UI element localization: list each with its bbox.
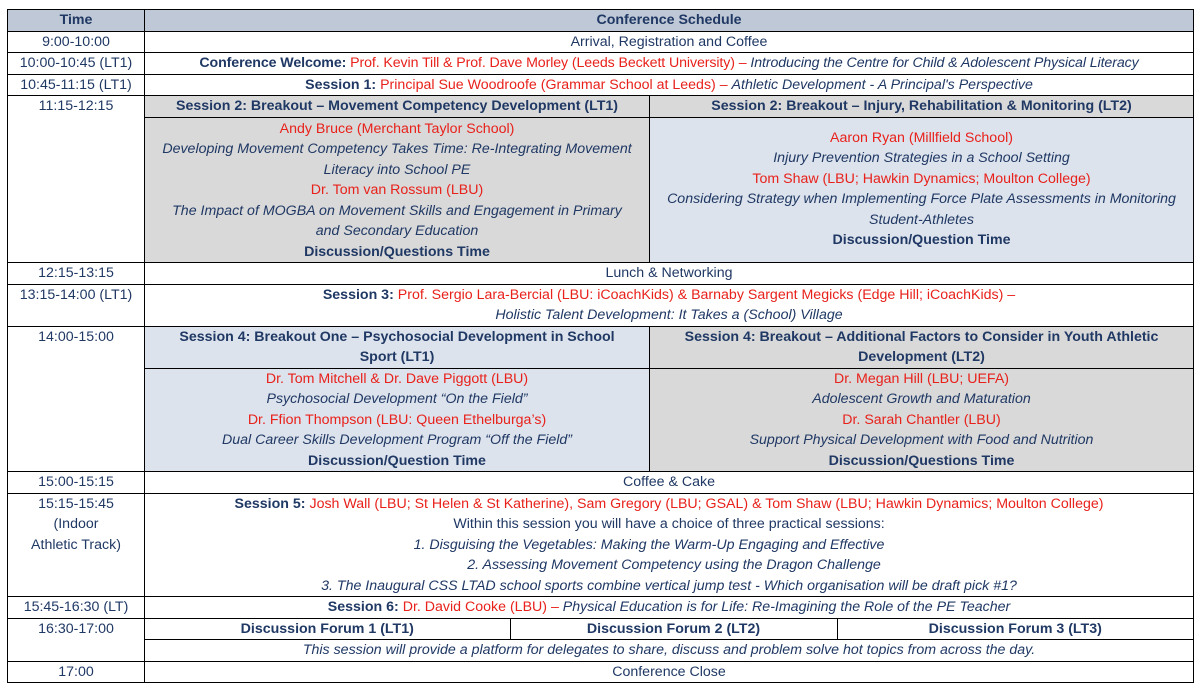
discussion-label: Discussion/Questions Time	[828, 452, 1015, 469]
speaker: Dr. Tom van Rossum (LBU)	[310, 182, 484, 198]
forum-2: Discussion Forum 2 (LT2)	[510, 619, 837, 640]
speaker: Andy Bruce (Merchant Taylor School)	[279, 120, 515, 137]
session4-heading-row	[8, 326, 1194, 368]
coffee-text: Coffee & Cake	[145, 472, 1194, 494]
time-cell: 10:00-10:45 (LT1)	[8, 53, 145, 75]
talk-title: Adolescent Growth and Maturation	[812, 391, 1031, 407]
arrival-text: Arrival, Registration and Coffee	[145, 31, 1194, 53]
breakout-heading: Session 4: Breakout – Additional Factors to Consider in Youth Athletic Development (LT2)	[650, 326, 1194, 368]
session6-cell	[145, 597, 1194, 619]
talk-title: Injury Prevention Strategies in a School Setting	[773, 150, 1070, 166]
speakers: Dr. David Cooke (LBU)	[402, 599, 548, 615]
time-cell: 10:45-11:15 (LT1)	[8, 74, 145, 96]
dash: –	[547, 599, 563, 615]
breakout-heading: Session 4: Breakout One – Psychosocial Development in School Sport (LT1)	[145, 326, 650, 368]
session5-row	[8, 493, 1194, 597]
session-label: Conference Welcome:	[199, 55, 347, 71]
session1-cell	[145, 74, 1194, 96]
list-item: 3. The Inaugural CSS LTAD school sports combine vertical jump test - Which organisation will be draft pick #1?	[321, 577, 1017, 594]
close-row	[8, 661, 1194, 683]
speakers: Prof. Kevin Till & Prof. Dave Morley (Leeds Beckett University)	[350, 55, 735, 71]
session-label: Session 6:	[327, 599, 399, 615]
location: (Indoor Athletic Track)	[31, 516, 121, 553]
welcome-row	[8, 53, 1194, 75]
forum-3: Discussion Forum 3 (LT3)	[928, 620, 1102, 637]
time-cell	[8, 493, 145, 597]
breakout-heading: Session 2: Breakout – Movement Competency Development (LT1)	[145, 96, 650, 118]
time-column-header: Time	[8, 10, 145, 32]
talk-title: The Impact of MOGBA on Movement Skills and Engagement in Primary and Secondary Education	[172, 202, 622, 239]
time-cell: 13:15-14:00 (LT1)	[8, 284, 145, 326]
session2-content-row	[8, 117, 1194, 263]
session-label: Session 3:	[322, 286, 394, 303]
lunch-text: Lunch & Networking	[145, 263, 1194, 285]
list-item: 2. Assessing Movement Competency using the Dragon Challenge	[467, 557, 881, 573]
speaker: Dr. Ffion Thompson (LBU: Queen Ethelburga’s)	[247, 411, 547, 428]
speaker: Tom Shaw (LBU; Hawkin Dynamics; Moulton College)	[752, 170, 1091, 187]
talk-title: Physical Education is for Life: Re-Imagining the Role of the PE Teacher	[562, 599, 1011, 615]
talk-title: Athletic Development - A Principal's Perspective	[731, 76, 1033, 93]
lunch-row	[8, 263, 1194, 285]
session3-row	[8, 284, 1194, 326]
breakout-heading: Session 2: Breakout – Injury, Rehabilitation & Monitoring (LT2)	[650, 96, 1194, 118]
speaker: Dr. Megan Hill (LBU; UEFA)	[833, 370, 1010, 387]
time-cell: 15:00-15:15	[8, 472, 145, 494]
schedule-title: Conference Schedule	[145, 10, 1194, 32]
session5-cell	[145, 493, 1194, 597]
talk-title: Dual Career Skills Development Program “Off the Field”	[221, 432, 573, 448]
schedule-table	[7, 9, 1194, 683]
time-cell: 14:00-15:00	[8, 326, 145, 472]
welcome-cell	[145, 53, 1194, 75]
discussion-label: Discussion/Question Time	[308, 452, 486, 469]
breakout-right	[650, 117, 1194, 263]
speakers: Josh Wall (LBU; St Helen & St Katherine), Sam Gregory (LBU; GSAL) & Tom Shaw (LBU; Hawkin Dynamics; Moulton College)	[309, 495, 1104, 512]
forum-row	[8, 618, 1194, 640]
time-cell: 9:00-10:00	[8, 31, 145, 53]
forum-cell	[145, 618, 1194, 640]
dash: –	[715, 76, 732, 93]
forum-description-row	[8, 640, 1194, 662]
talk-title: Considering Strategy when Implementing Force Plate Assessments in Monitoring Student-Athletes	[667, 191, 1176, 228]
talk-title: Psychosocial Development “On the Field”	[266, 391, 528, 407]
speaker: Dr. Sarah Chantler (LBU)	[842, 411, 1001, 428]
arrival-row	[8, 31, 1194, 53]
talk-title: Introducing the Centre for Child & Adolescent Physical Literacy	[750, 55, 1139, 71]
session6-row	[8, 597, 1194, 619]
talk-title: Developing Movement Competency Takes Time: Re-Integrating Movement Literacy into School PE	[162, 141, 632, 178]
forum-1: Discussion Forum 1 (LT1)	[145, 619, 510, 640]
forum-table	[145, 619, 1193, 640]
speaker: Dr. Tom Mitchell & Dr. Dave Piggott (LBU)	[265, 370, 529, 387]
time-range: 15:15-15:45	[38, 495, 114, 512]
speakers: Principal Sue Woodroofe (Grammar School at Leeds)	[380, 76, 716, 93]
header-row	[8, 10, 1194, 32]
session1-row	[8, 74, 1194, 96]
talk-title: Holistic Talent Development: It Takes a (School) Village	[495, 307, 843, 323]
breakout-left	[145, 117, 650, 263]
time-cell: 16:30-17:00	[8, 618, 145, 661]
session-intro: Within this session you will have a choice of three practical sessions:	[453, 516, 885, 532]
session-label: Session 1:	[305, 76, 377, 93]
talk-title: Support Physical Development with Food and Nutrition	[749, 432, 1094, 448]
speaker: Aaron Ryan (Millfield School)	[830, 129, 1013, 146]
time-cell: 11:15-12:15	[8, 96, 145, 263]
session4-content-row	[8, 368, 1194, 472]
speakers: Prof. Sergio Lara-Bercial (LBU: iCoachKids) & Barnaby Sargent Megicks (Edge Hill; iCoachKids) –	[397, 286, 1016, 303]
schedule-page	[7, 9, 1193, 683]
close-text: Conference Close	[145, 661, 1194, 683]
session3-cell	[145, 284, 1194, 326]
time-cell: 12:15-13:15	[8, 263, 145, 285]
discussion-label: Discussion/Questions Time	[304, 243, 490, 260]
breakout-right	[650, 368, 1194, 472]
discussion-label: Discussion/Question Time	[832, 232, 1011, 248]
dash: –	[734, 55, 751, 71]
time-cell: 15:45-16:30 (LT)	[8, 597, 145, 619]
session2-heading-row	[8, 96, 1194, 118]
forum-description: This session will provide a platform for delegates to share, discuss and problem solve hot topics from across the day.	[145, 640, 1194, 662]
coffee-row	[8, 472, 1194, 494]
breakout-left	[145, 368, 650, 472]
time-cell: 17:00	[8, 661, 145, 683]
list-item: 1. Disguising the Vegetables: Making the Warm-Up Engaging and Effective	[413, 536, 885, 553]
session-label: Session 5:	[234, 495, 306, 512]
